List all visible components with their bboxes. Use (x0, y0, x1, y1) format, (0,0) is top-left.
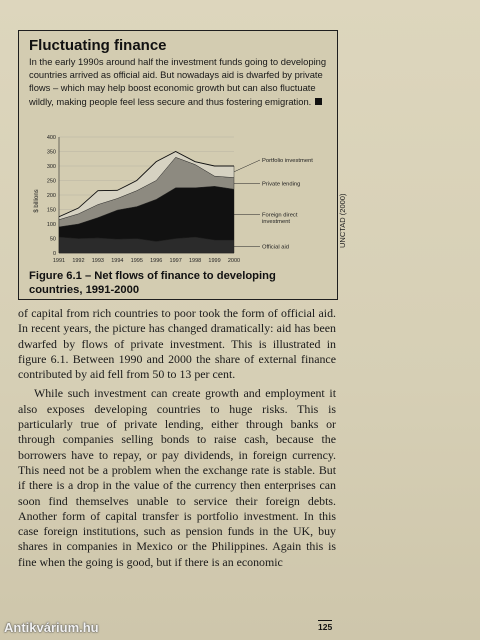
y-tick-label-0: 0 (52, 251, 56, 257)
page-number: 125 (318, 622, 333, 632)
x-tick-label-1997: 1997 (169, 258, 182, 264)
y-tick-label-200: 200 (46, 193, 56, 199)
net-flows-chart (29, 129, 329, 271)
y-axis-label: $ billions (34, 189, 40, 213)
x-tick-label-1994: 1994 (111, 258, 124, 264)
box-intro (29, 55, 329, 108)
box-intro-text: In the early 1990s around half the investment funds going to developing countries arrived as official aid. But nowadays aid is dwarfed by private flows – which may help boost economic growth but can also fluctuate wildly, making people feel less secure and thus fostering emigration. (29, 56, 327, 107)
x-tick-label-1991: 1991 (52, 258, 66, 264)
x-tick-label-1992: 1992 (72, 258, 85, 264)
x-tick-label-1998: 1998 (188, 258, 202, 264)
source-credit: UNCTAD (2000) (338, 193, 347, 248)
body-text (18, 306, 336, 570)
legend-label-private-lending: Private lending (262, 181, 301, 188)
legend-label-official-aid: Official aid (262, 244, 289, 251)
end-square-icon (315, 98, 322, 105)
y-tick-label-250: 250 (46, 178, 56, 185)
legend-label-foreign-direct-investment: Foreign direct investment (262, 212, 298, 226)
box-title: Fluctuating finance (29, 37, 167, 54)
x-tick-label-1996: 1996 (150, 258, 163, 264)
y-tick-label-400: 400 (46, 135, 56, 141)
y-tick-label-150: 150 (46, 207, 56, 214)
y-tick-label-50: 50 (49, 236, 56, 243)
x-tick-label-1993: 1993 (91, 258, 105, 264)
y-tick-label-300: 300 (46, 164, 56, 170)
x-tick-label-1995: 1995 (130, 258, 143, 264)
figure-box (18, 30, 338, 300)
paragraph-1: of capital from rich countries to poor took the form of official aid. In recent years, the picture has changed dramatically: aid has been dwarfed by flows of private investment. This is illustrated in figure 6.1. Between 1990 and 2000 the share of external finance contributed by aid fell from 50 to 13 per cent. (18, 306, 336, 382)
watermark: Antikvárium.hu (4, 620, 99, 635)
x-tick-label-2000: 2000 (227, 258, 241, 264)
paragraph-2: While such investment can create growth and employment it also exposes developing countries to huge risks. This is particularly true of private lending, either through banks or through companies selling bonds to raise cash, because the borrowers have to repay, or pay dividends, in foreign currency. This need not be a problem when the exchange rate is stable. But if there is a drop in the value of the currency then enterprises can soon find themselves unable to service their foreign debts. Another form of capital transfer is portfolio investment. In this case foreign institutions, such as pension funds in the UK, buy shares in companies in Mexico or the Philippines. Again this is fine when the going is good, but if there is an economic (18, 386, 336, 569)
legend-label-portfolio-investment: Portfolio investment (262, 158, 313, 164)
figure-caption: Figure 6.1 – Net flows of finance to developing countries, 1991-2000 (29, 270, 276, 296)
y-tick-label-100: 100 (46, 222, 56, 228)
chart-svg (29, 129, 329, 271)
y-tick-label-350: 350 (46, 149, 56, 156)
legend-leader-portfolio-investment (234, 160, 260, 172)
x-tick-label-1999: 1999 (208, 258, 221, 264)
